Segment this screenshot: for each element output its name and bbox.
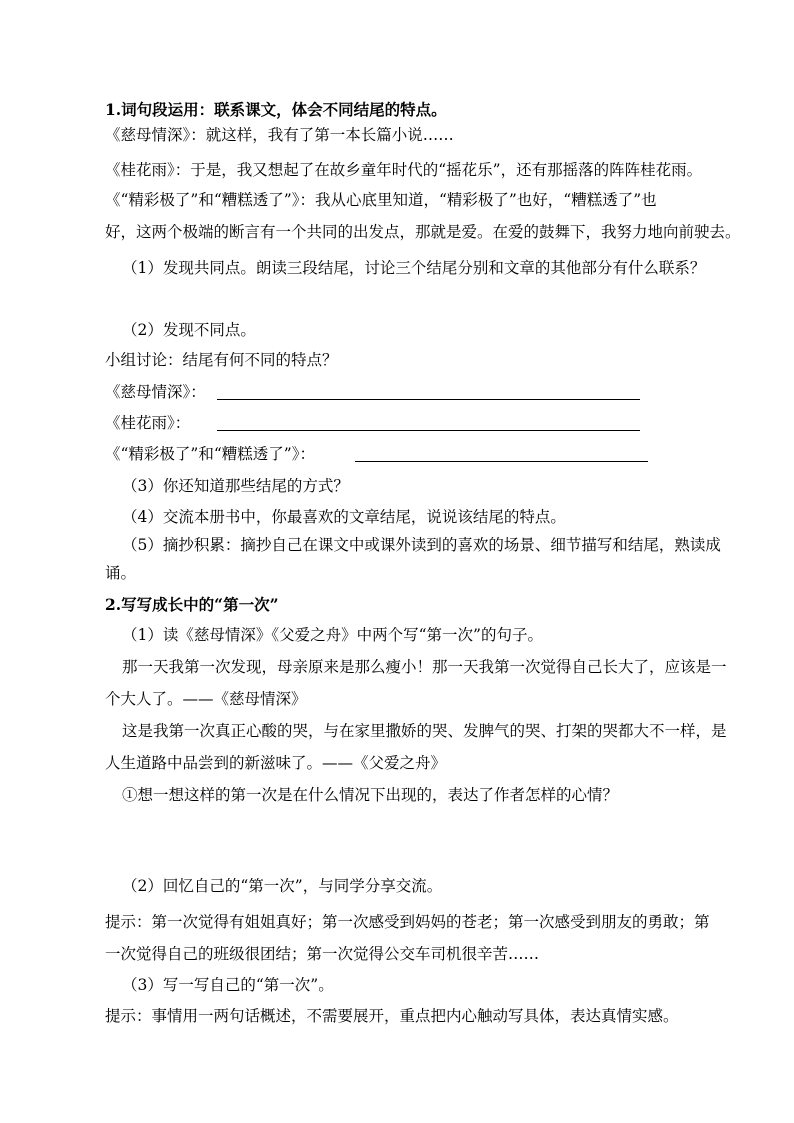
section2-part-1: （1）读《慈母情深》《父爱之舟》中两个写“第一次”的句子。 xyxy=(122,626,543,644)
sentence-fuai-line2: 人生道路中品尝到的新滋味了。——《父爱之舟》 xyxy=(105,754,447,772)
answer-line-guihuayu[interactable] xyxy=(217,430,640,431)
quote-guihuayu: 《桂花雨》：于是，我又想起了在故乡童年时代的“摇花乐”，还有那摇落的阵阵桂花雨。 xyxy=(105,161,703,179)
section2-part-2: （2）回忆自己的“第一次”，与同学分享交流。 xyxy=(122,877,443,895)
fill-label-jingcai: 《“精彩极了”和“糟糕透了”》： xyxy=(105,445,315,463)
sentence-fuai-line1: 这是我第一次真正心酸的哭，与在家里撒娇的哭、发脾气的哭、打架的哭都大不一样，是 xyxy=(122,722,727,740)
hint1-line1: 提示：第一次觉得有姐姐真好；第一次感受到妈妈的苍老；第一次感受到朋友的勇敢；第 xyxy=(105,913,710,931)
hint1-line2: 一次觉得自己的班级很团结；第一次觉得公交车司机很辛苦…… xyxy=(105,945,540,963)
quote-cimuqingshen: 《慈母情深》：就这样，我有了第一本长篇小说…… xyxy=(105,126,454,144)
section2-heading: 2.写写成长中的“第一次” xyxy=(105,595,279,614)
sentence-cimu-line2: 个大人了。——《慈母情深》 xyxy=(105,690,307,708)
question-2: （2）发现不同点。 xyxy=(122,321,256,339)
sentence-cimu-line1: 那一天我第一次发现，母亲原来是那么瘦小！那一天我第一次觉得自己长大了，应该是一 xyxy=(122,658,727,676)
question-2-prompt: 小组讨论：结尾有何不同的特点？ xyxy=(105,351,338,369)
question-5-line2: 诵。 xyxy=(105,564,137,582)
question-3: （3）你还知道那些结尾的方式？ xyxy=(122,477,349,495)
hint2: 提示：事情用一两句话概述，不需要展开，重点把内心触动写具体，表达真情实感。 xyxy=(105,1007,679,1025)
question-1: （1）发现共同点。朗读三段结尾，讨论三个结尾分别和文章的其他部分有什么联系？ xyxy=(122,259,706,277)
section1-heading: 1.词句段运用：联系课文，体会不同结尾的特点。 xyxy=(105,100,447,119)
quote-jingcai-line1: 《“精彩极了”和“糟糕透了”》：我从心底里知道，“精彩极了”也好，“糟糕透了”也 xyxy=(105,191,657,209)
quote-jingcai-line2: 好，这两个极端的断言有一个共同的出发点，那就是爱。在爱的鼓舞下，我努力地向前驶去。 xyxy=(105,223,741,241)
question-4: （4）交流本册书中，你最喜欢的文章结尾，说说该结尾的特点。 xyxy=(122,508,566,526)
fill-label-cimuqingshen: 《慈母情深》： xyxy=(105,383,206,401)
fill-label-guihuayu: 《桂花雨》： xyxy=(105,414,191,432)
answer-line-jingcai[interactable] xyxy=(355,461,648,462)
question-5-line1: （5）摘抄积累：摘抄自己在课文中或课外读到的喜欢的场景、细节描写和结尾，熟读成 xyxy=(122,536,721,554)
answer-line-cimuqingshen[interactable] xyxy=(217,399,640,400)
section2-part-3: （3）写一写自己的“第一次”。 xyxy=(122,976,334,994)
think-question: ①想一想这样的第一次是在什么情况下出现的，表达了作者怎样的心情？ xyxy=(122,786,619,804)
